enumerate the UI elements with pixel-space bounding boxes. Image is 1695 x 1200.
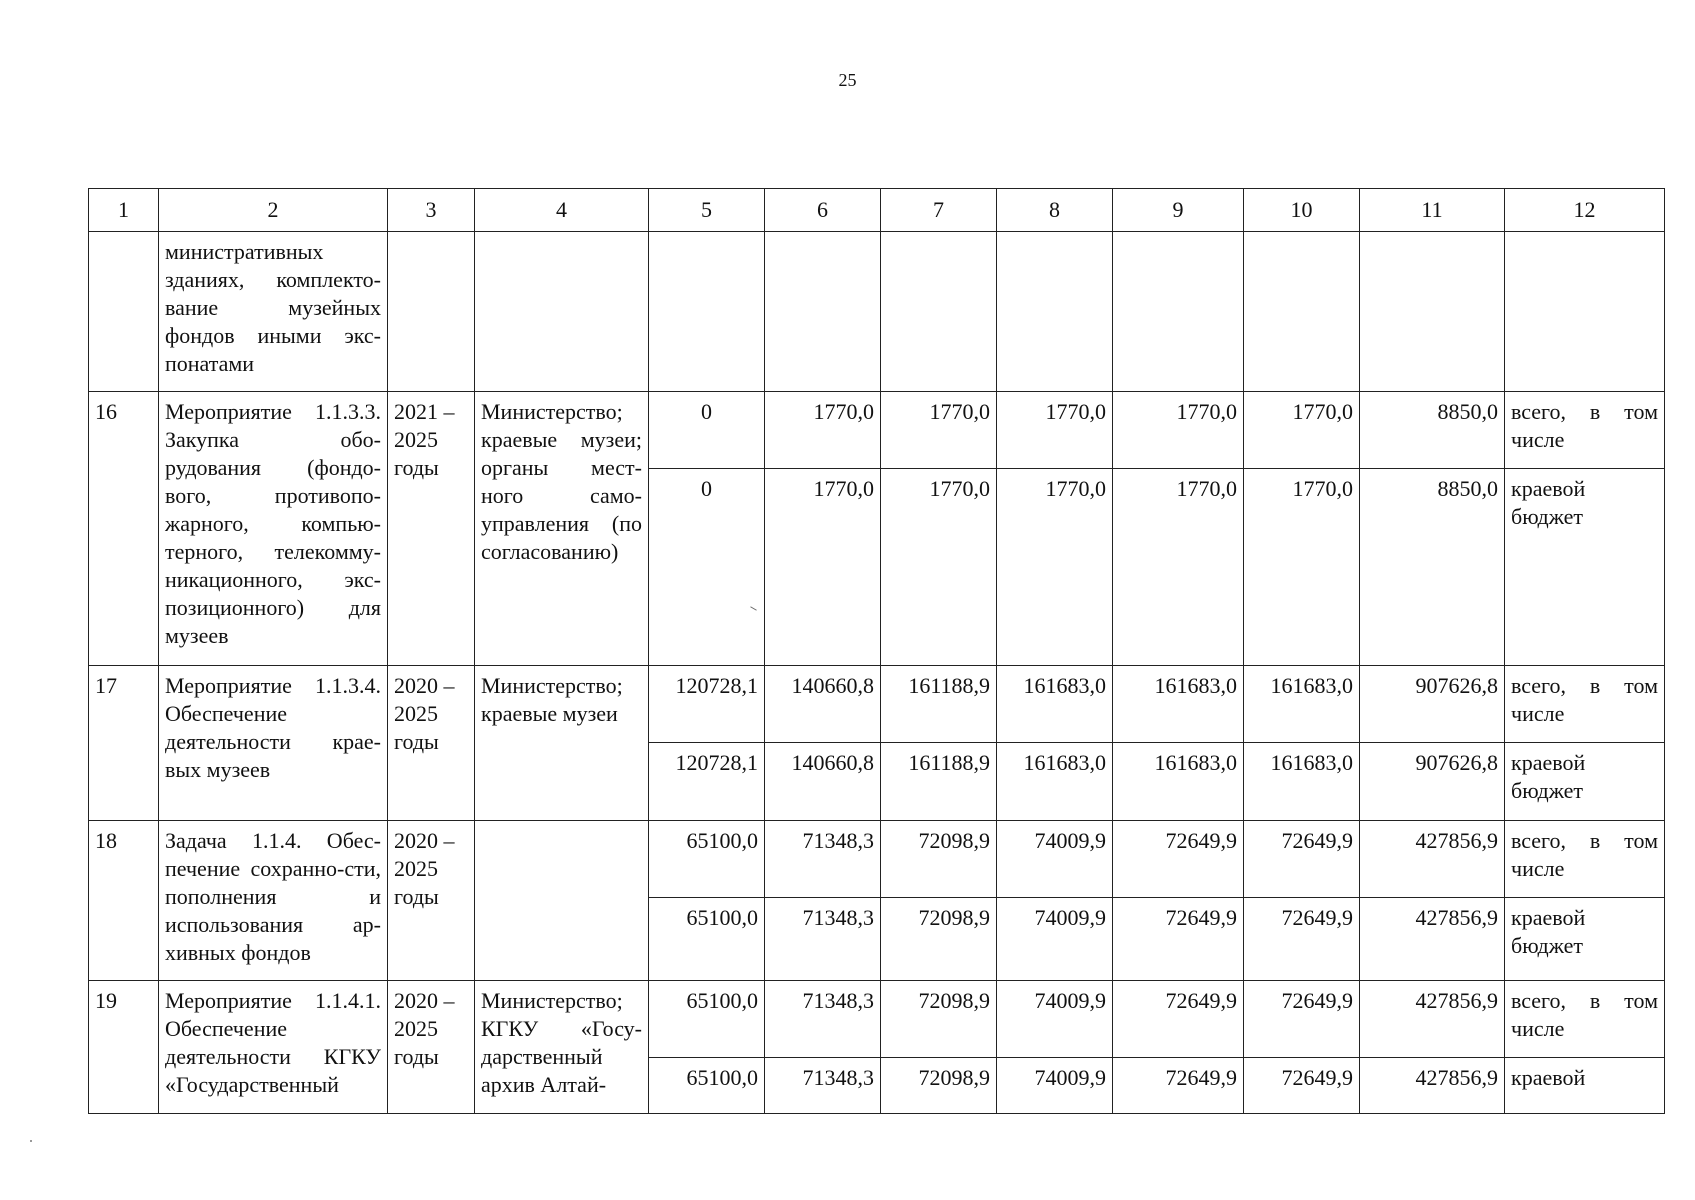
value-cell: 72098,9 xyxy=(881,981,997,1058)
column-header: 10 xyxy=(1244,189,1360,232)
activity-name-cell: Мероприятие 1.1.3.4. Обеспечение деятельности крае-вых музеев xyxy=(159,666,388,821)
header-row xyxy=(89,189,1665,232)
source-cell: краевой xyxy=(1505,1058,1665,1114)
source-cell: всего, в том числе xyxy=(1505,821,1665,898)
value-cell: 161683,0 xyxy=(997,666,1113,743)
page-number: 25 xyxy=(838,70,857,90)
value-cell: 71348,3 xyxy=(765,821,881,898)
period-cell: 2020 – 2025 годы xyxy=(388,981,475,1114)
value-cell: 120728,1 xyxy=(649,743,765,821)
value-cell: 161683,0 xyxy=(1113,743,1244,821)
value-cell: 74009,9 xyxy=(997,1058,1113,1114)
row-number-cell: 17 xyxy=(89,666,159,821)
table-row xyxy=(89,821,1665,898)
period-cell: 2020 – 2025 годы xyxy=(388,666,475,821)
value-cell: 72649,9 xyxy=(1244,898,1360,981)
executor-cell: Министерство; КГКУ «Госу-дарственный архив Алтай- xyxy=(475,981,649,1114)
value-cell xyxy=(1360,232,1505,392)
column-header: 1 xyxy=(89,189,159,232)
value-cell: 120728,1 xyxy=(649,666,765,743)
value-cell: 427856,9 xyxy=(1360,1058,1505,1114)
value-cell: 161683,0 xyxy=(997,743,1113,821)
row-number-cell: 19 xyxy=(89,981,159,1114)
activity-name-cell: Мероприятие 1.1.3.3. Закупка обо-рудования (фондо-вого, противопо-жарного, компью-терного, телекомму-никационного, экс-позиционного) для музеев xyxy=(159,392,388,666)
value-cell: 1770,0 xyxy=(765,469,881,666)
budget-table xyxy=(88,188,1665,1114)
activity-name-cell: Задача 1.1.4. Обес-печение сохранно-сти, пополнения и использования ар-хивных фондов xyxy=(159,821,388,981)
column-header: 11 xyxy=(1360,189,1505,232)
value-cell xyxy=(1244,232,1360,392)
period-cell: 2021 – 2025 годы xyxy=(388,392,475,666)
value-cell: 161683,0 xyxy=(1244,743,1360,821)
value-cell: 65100,0 xyxy=(649,981,765,1058)
period-cell: 2020 – 2025 годы xyxy=(388,821,475,981)
value-cell: 65100,0 xyxy=(649,898,765,981)
value-cell: 0 xyxy=(649,469,765,666)
value-cell: 1770,0 xyxy=(1244,469,1360,666)
value-cell: 8850,0 xyxy=(1360,469,1505,666)
table-row xyxy=(89,666,1665,743)
value-cell: 71348,3 xyxy=(765,898,881,981)
source-cell: краевой бюджет xyxy=(1505,898,1665,981)
value-cell: 72649,9 xyxy=(1244,981,1360,1058)
executor-cell: Министерство; краевые музеи xyxy=(475,666,649,821)
activity-name-cell: министративных зданиях, комплекто-вание музейных фондов иными экс-понатами xyxy=(159,232,388,392)
value-cell: 71348,3 xyxy=(765,981,881,1058)
period-cell xyxy=(388,232,475,392)
value-cell: 1770,0 xyxy=(881,392,997,469)
source-cell xyxy=(1505,232,1665,392)
value-cell xyxy=(1113,232,1244,392)
value-cell xyxy=(765,232,881,392)
value-cell: 72649,9 xyxy=(1113,898,1244,981)
column-header: 9 xyxy=(1113,189,1244,232)
value-cell: 907626,8 xyxy=(1360,666,1505,743)
value-cell: 161188,9 xyxy=(881,666,997,743)
row-number-cell: 18 xyxy=(89,821,159,981)
table-row xyxy=(89,981,1665,1058)
value-cell: 8850,0 xyxy=(1360,392,1505,469)
value-cell: 72649,9 xyxy=(1244,821,1360,898)
source-cell: краевой бюджет xyxy=(1505,743,1665,821)
column-header: 8 xyxy=(997,189,1113,232)
value-cell: 65100,0 xyxy=(649,821,765,898)
value-cell: 1770,0 xyxy=(997,469,1113,666)
value-cell: 1770,0 xyxy=(997,392,1113,469)
value-cell: 1770,0 xyxy=(1113,469,1244,666)
value-cell: 0 xyxy=(649,392,765,469)
value-cell: 1770,0 xyxy=(765,392,881,469)
value-cell: 161683,0 xyxy=(1113,666,1244,743)
column-header: 3 xyxy=(388,189,475,232)
source-cell: всего, в том числе xyxy=(1505,666,1665,743)
row-number-cell: 16 xyxy=(89,392,159,666)
column-header: 2 xyxy=(159,189,388,232)
value-cell: 161188,9 xyxy=(881,743,997,821)
executor-cell: Министерство; краевые музеи; органы мест-ного само-управления (по согласованию) xyxy=(475,392,649,666)
column-header: 4 xyxy=(475,189,649,232)
value-cell: 72649,9 xyxy=(1113,981,1244,1058)
value-cell: 1770,0 xyxy=(1113,392,1244,469)
value-cell: 72649,9 xyxy=(1113,1058,1244,1114)
column-header: 7 xyxy=(881,189,997,232)
value-cell: 74009,9 xyxy=(997,821,1113,898)
value-cell: 1770,0 xyxy=(881,469,997,666)
table-row xyxy=(89,392,1665,469)
value-cell xyxy=(649,232,765,392)
value-cell: 71348,3 xyxy=(765,1058,881,1114)
row-number-cell xyxy=(89,232,159,392)
column-header: 5 xyxy=(649,189,765,232)
value-cell xyxy=(997,232,1113,392)
executor-cell xyxy=(475,821,649,981)
value-cell: 65100,0 xyxy=(649,1058,765,1114)
value-cell: 74009,9 xyxy=(997,898,1113,981)
value-cell: 72098,9 xyxy=(881,821,997,898)
value-cell: 427856,9 xyxy=(1360,821,1505,898)
executor-cell xyxy=(475,232,649,392)
value-cell: 72098,9 xyxy=(881,898,997,981)
value-cell xyxy=(881,232,997,392)
value-cell: 1770,0 xyxy=(1244,392,1360,469)
continuation-row xyxy=(89,232,1665,392)
source-cell: всего, в том числе xyxy=(1505,981,1665,1058)
value-cell: 72649,9 xyxy=(1113,821,1244,898)
source-cell: краевой бюджет xyxy=(1505,469,1665,666)
activity-name-cell: Мероприятие 1.1.4.1. Обеспечение деятельности КГКУ «Государственный xyxy=(159,981,388,1114)
table-body xyxy=(89,189,1665,1114)
value-cell: 427856,9 xyxy=(1360,981,1505,1058)
value-cell: 161683,0 xyxy=(1244,666,1360,743)
value-cell: 427856,9 xyxy=(1360,898,1505,981)
scan-artifact xyxy=(30,1140,32,1142)
value-cell: 140660,8 xyxy=(765,743,881,821)
column-header: 6 xyxy=(765,189,881,232)
value-cell: 140660,8 xyxy=(765,666,881,743)
value-cell: 907626,8 xyxy=(1360,743,1505,821)
value-cell: 72649,9 xyxy=(1244,1058,1360,1114)
source-cell: всего, в том числе xyxy=(1505,392,1665,469)
column-header: 12 xyxy=(1505,189,1665,232)
value-cell: 74009,9 xyxy=(997,981,1113,1058)
value-cell: 72098,9 xyxy=(881,1058,997,1114)
